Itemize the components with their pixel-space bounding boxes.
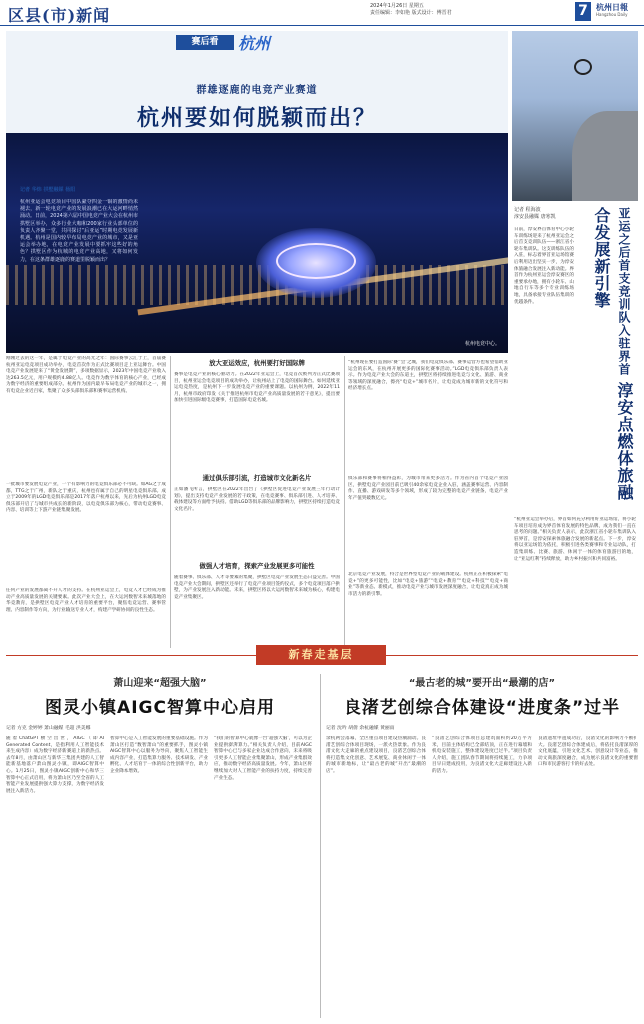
lead-body-col3: “杭州现在要打造国际‘赛’‘会’之城，我们电竞俱乐部、赛事运营方也希望借助亚运会的东风，在杭州开展更多的国际化赛事活动。”LGD电竞俱乐部负责人表示。作为电竞产业大会的东道主，拱墅区将持续推进电竞与文化、旅游、商业等领域的深度融合，擦亮“电竞+”城市名片，让电竞成为城市新的文化符号和经济增长点。 [348,360,508,392]
article-aigc-body-1: 随着ChatGPT横空出世，AIGC（即AI Generated Content，是指利用人工智能技术来生成内容）成为数字经济新赛道上的新热点。去年8月，由萧山区与新华三集团共建的人工智能新基地落户萧山图灵小镇，即AIGC智算中心。1月25日，图灵小镇AIGC创新中心和华三智算中心正式启用，将为萧山区乃至全省的人工智能产业发展提供强大算力支撑，为数字经济发展注入新活力。 [6,736,104,794]
column-divider [170,356,171,648]
sidebar-headline [578,207,636,507]
sidebar-body-1: 日前，淳安界首体育中心小轮车训练场迎来了杭州亚运会之后首支竞训队伍——浙江省小轮车集训队。这支训练队伍的入驻，标志着界首亚运场馆赛后利用迈出坚实一步，为淳安体旅融合发展注入新动能。界首作为杭州亚运会淳安赛区的重要承办地，拥有小轮车、山地自行车等多个专业训练场地，具备承接专业队伍集训的优越条件。 [514,227,574,305]
page-number: 7 [575,2,591,21]
header-meta [370,3,452,17]
article-aigc-title: 图灵小镇AIGC智算中心启用 [45,698,275,718]
subhead-1: 放大亚运效应，杭州要打好国际牌 [209,359,305,367]
lead-blurb-text: 杭州亚运会电竞项目中国队豪夺四金一铜的激情尚未褪去，新一轮电竞产业的发展浪潮已在大运河畔悄然涌动。日前，2024第六届中国电竞产业大会在杭州市拱墅区举办，众多行业大咖和200家行业头部单位的负责人齐聚一堂，共同探讨“后亚运”时期电竞发展新机遇。杭州是国内较早布局电竞产业的城市，又是亚运会举办地，在电竞产业发展中要抓牢这些好的角色？拱墅区作为杭城的电竞产业高地，又将如何发力，在这条群雄逐鹿的赛道里脱颖而出？ [20,199,138,263]
ramp-shape [572,111,638,201]
lead-headline: 杭州要如何脱颖而出？ [136,106,377,131]
article-aigc-subtitle: 萧山迎来“超强大脑” [113,678,207,689]
sidebar-title: 淳安点燃体旅融合发展新引擎 [592,207,634,501]
arena-ring [276,243,356,279]
page-header [0,0,644,26]
sidebar-article [512,31,638,649]
article-liangzhu [326,674,638,1018]
lead-body-col3c: 北京电竞产业发展，特合是世界型电竞产业的载体建设。杭州正在积极探索“电竞+”的更多可能性，比如“电竞+旅游”“电竞+教育”“电竞+科技”“电竞+商业”等新业态、新模式，推动电竞产业与城市发展深度融合，让电竞真正成为城市活力的新引擎。 [348,572,508,597]
article-liangzhu-subtitle: “最古老的城”要开出“最潮的店” [408,678,556,689]
rider-shape [574,59,592,75]
lead-byline: 记者 华炜 拱墅融媒 杨阳 [20,187,76,193]
article-liangzhu-body-3: 良渚遗址申遗成功后，良渚文化的影响力不断扩大。良渚艺创综合体建成后，将依托良渚深厚的文化底蕴，引进文化艺术、创意设计等业态，推动文商旅深度融合，成为展示良渚文化的重要窗口和市民游客打卡的好去处。 [538,736,638,768]
sidebar-byline: 记者 程海波 淳安县融媒 唐寒凯 [514,207,556,220]
article-liangzhu-title: 良渚艺创综合体建设“进度条”过半 [343,698,621,718]
section-title: 区县(市)新闻 [8,6,111,25]
lead-body-col2c: 随着赛事、俱乐部、人才等要素的集聚，拱墅区电竞产业发展生态日益完善。中国电竞产业大会期间，拱墅区还举行了电竞产业项目签约仪式，多个电竞项目落户拱墅，为产业发展注入新动能。未来，拱墅区将以大运河数智未来城为核心，构建电竞产业集聚区。 [174,575,340,600]
article-liangzhu-byline: 记者 沈吟 胡倩 余杭融媒 黄丽雨 [326,726,395,731]
lead-body-col1: 刚刚过去的这一年，是属于电竞产业的高光之年：国际赛事云汇于上，首届赛杭州亚运电竞项目成功举办，电竞首次作为正式比赛项目走上亚运舞台。中国电竞产业发展迎来了“黄金发展期”，多项数据显示，2023年中国电竞产业收入达263.5亿元，用户规模约4.88亿人。电竞作为数字体育的核心产业，已经成为数字经济的重要组成部分。杭州作为国内最早布局电竞产业的城市之一，拥有电竞企业近百家，集聚了众多头部俱乐部和赛事运营机构。 [6,356,166,394]
article-liangzhu-body-1: 余杭两会落幕，全区重点项目建设热潮涌动。良渚艺创综合体项目现场，一派火热景象。作为良渚文化大走廊的重点建设项目，良渚艺创综合体将打造集文化创意、艺术展览、商业休闲于一体的城市新地标，让“最古老的城”开出“最潮的店”。 [326,736,426,774]
lead-body-col2: 赛事是电竞产业的核心驱动力。在2022年亚运会上，电竞首次被列为正式比赛项目，杭州亚运会电竞项目的成功举办，让杭州站上了电竞的国际舞台。如何延续亚运电竞热度，是杭州下一步发展电竞产业的重要课题。以杭州为例，2022年11月，杭州市政府印发《关于推进杭州市电竞产业高质量发展的若干意见》，提出要加快引进国际级电竞赛事，打造国际电竞名城。 [174,372,340,404]
brand [596,4,628,18]
article-aigc [6,674,314,1018]
lead-blurb [20,186,138,349]
article-aigc-byline: 记者 方克 金婷婷 萧山融媒 毛超 洪美娜 [6,726,91,731]
editor-line: 责任编辑：李如艳 版式设计：傅晋君 [370,10,452,16]
lead-subtitle: 群雄逐鹿的电竞产业赛道 [196,85,318,96]
sidebar-subtitle: 亚运之后首支竞训队入驻界首 [617,207,631,376]
subhead-3: 做强人才培育，探索产业发展更多可能性 [199,562,315,570]
lead-body-col2b: 正如潘飞所言，拱墅区在2022年出台了《拱墅区促进电竞产业发展三年行动计划》，提出支持电竞产业发展的若干政策，在电竞赛事、俱乐部引进、人才培养、载体建设等方面给予扶持。借助LGD等俱乐部的品牌影响力，拱墅区持续打造电竞文化名片。 [174,487,340,512]
kicker-script: 杭州 [238,34,271,53]
subhead-2: 通过俱乐部引流，打造城市文化新名片 [202,474,312,482]
article-aigc-body-3: “我们的智算中心就像一台‘超强大脑’，可以为企业提供澎湃算力。”相关负责人介绍，目前AIGC智算中心已与多家企业达成合作意向，未来将吸引更多人工智能企业集聚萧山，形成产业集群效应，推动数字经济高质量发展。今年，萧山区将继续加大对人工智能产业的扶持力度，持续完善产业生态。 [214,736,312,781]
sidebar-body-2: “杭州亚运会举办后，界首如何充分利用好亚运场馆，将小轮车项目培育成为界首体育发展的特色品牌，成为我们一直在思考的问题。”相关负责人表示，此次浙江省小轮车集训队入驻界首，是淳安探索体旅融合发展的新起点。下一步，淳安将以亚运场馆为依托，积极引进各类赛事和专业运动队，打造集训练、比赛、旅游、休闲于一体的体育旅游目的地，让“亚运红利”持续释放，助力乡村振兴和共同富裕。 [514,517,636,562]
new-year-section [6,648,638,1019]
lead-body-col1c: 任何产业的发展都离不开人才的支持。在杭州亚运会上，电竞人才已经成为推动产业高质量发展的关键要素。此次产业大会上，在大运河数智未来城落地的华竞教育，是拱墅区电竞产业人才培育的重要平台，聚焦电竞运营、赛事管理、内容制作等方向，为行业输送专业人才，构建产学研协同的良性生态。 [6,588,166,613]
column-divider [320,674,321,1018]
issue-date: 2024年1月26日 星期五 [370,3,424,9]
lead-body-col3b: 俱乐部和赛事将相得益彰，为城市带来更多活力。作为省内首个电竞产业园区，拱墅电竞产业园目前已吸引40余家电竞企业入驻，涵盖赛事运营、内容制作、直播、游戏研发等多个领域，形成了较为完整的电竞产业链条，电竞产业年产值突破数亿元。 [348,476,508,501]
brand-logo: 杭州日報 [596,2,628,12]
column-divider [344,356,345,648]
section-band: 新春走基层 [256,645,386,665]
article-liangzhu-body-2: “良渚艺创综合体项目总建筑面积约20万平方米，目前主体结构已全部结顶，正在进行幕墙和机电安装施工，整体建设进度已过半。”项目负责人介绍，施工团队春节期间将持续施工，力争项目早日建成投用，为良渚文化大走廊建设注入新的活力。 [432,736,532,774]
kicker-tag: 赛后看 [176,35,234,50]
article-aigc-body-2: 智算中心是人工智能发展的重要基础设施。作为萧山区打造“数智萧山”的重要抓手，图灵小镇AIGC智算中心以服务为导向，聚焦人工智能生成内容产业，打造集算力服务、技术研发、产业孵化、人才培育于一体的综合性创新平台，助力企业降本增效。 [110,736,208,774]
bmx-photo [512,31,638,201]
lead-body-col1b: 一批城市要发展电竞产业，一个有影响力的电竞俱乐部必不可缺。如AG之于成都，TTG之于广州，新队之于重庆，杭州也有属于自己的明星电竞俱乐部。成立于2009年的LGD电竞俱乐部是2017年落户杭州以来，先后为杭州LGD电竞俱乐部开启了与城市共成长的新阶段，以电竞俱乐部为核心，带动电竞赛事、内容、培训等上下游产业链集聚发展。 [6,482,166,514]
brand-en: Hangzhou Daily [596,12,628,17]
lead-article [6,31,508,353]
kicker [176,31,336,53]
photo-caption: 杭州电竞中心。 [464,341,500,347]
